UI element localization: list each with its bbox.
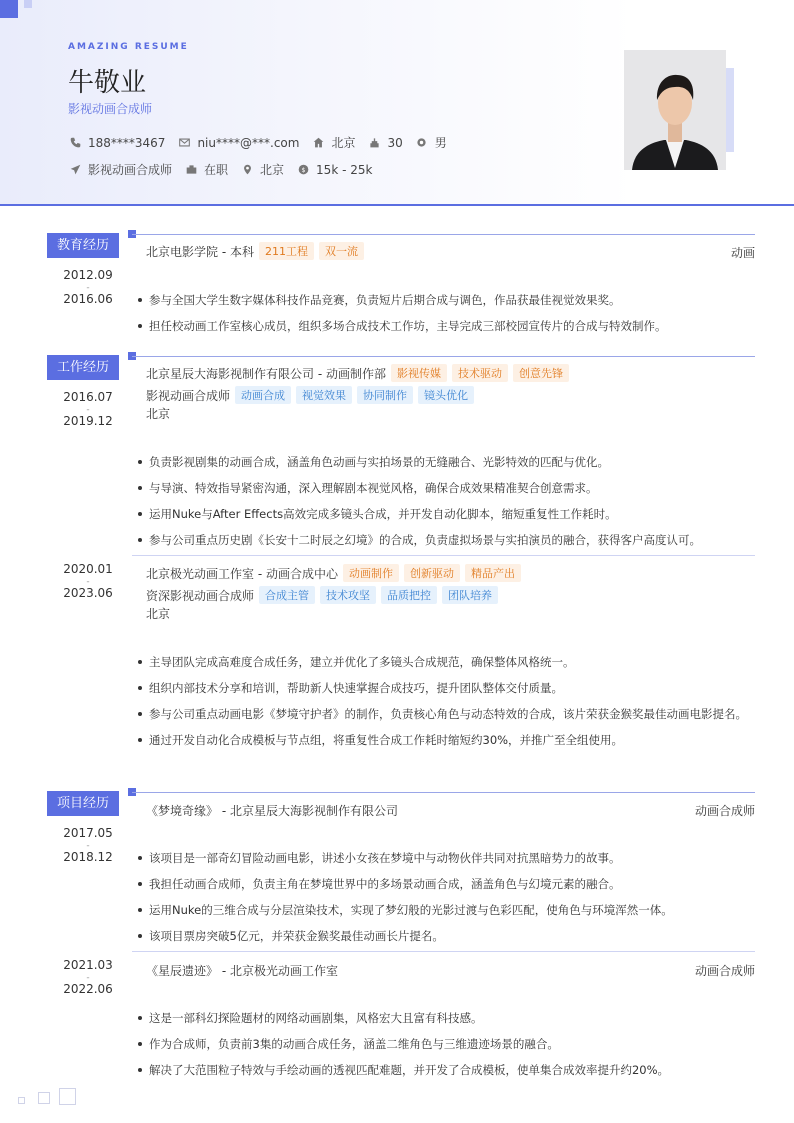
- edu-end-date: 2016.06: [63, 292, 113, 306]
- target-city-text: 北京: [260, 163, 285, 177]
- role-tag: 视觉效果: [296, 386, 352, 404]
- date-separator: -: [86, 405, 90, 415]
- company-name: 北京极光动画工作室 - 动画合成中心: [146, 566, 338, 581]
- bullet-item: 主导团队完成高难度合成任务，建立并优化了多镜头合成规范，确保整体风格统一。: [136, 649, 756, 675]
- company-tag: 创意先锋: [513, 364, 569, 382]
- date-separator: -: [86, 577, 90, 587]
- eyebrow-text: AMAZING RESUME: [68, 42, 189, 52]
- company-tag: 影视传媒: [391, 364, 447, 382]
- work-bullets: [136, 649, 756, 753]
- money-icon: [296, 163, 310, 177]
- role-tag: 团队培养: [442, 586, 498, 604]
- project-title-row: [146, 962, 338, 979]
- bullet-item: 我担任动画合成师，负责主角在梦境世界中的多场景动画合成，涵盖角色与幻境元素的融合。: [136, 871, 756, 897]
- work-city: 北京: [146, 607, 171, 621]
- work-end-date: 2019.12: [63, 414, 113, 428]
- company-tag: 创新驱动: [404, 564, 460, 582]
- work-company-row: [146, 564, 521, 582]
- company-name: 北京星辰大海影视制作有限公司 - 动画制作部: [146, 366, 386, 381]
- work-bullets: [136, 449, 756, 553]
- project-end-date: 2018.12: [63, 850, 113, 864]
- edu-bullets: [136, 287, 756, 339]
- bullet-item: 该项目是一部奇幻冒险动画电影，讲述小女孩在梦境中与动物伙伴共同对抗黑暗势力的故事。: [136, 845, 756, 871]
- work-start-date: 2020.01: [63, 562, 113, 576]
- company-tag: 精品产出: [465, 564, 521, 582]
- section-label-education: 教育经历: [47, 233, 119, 258]
- role-tag: 技术攻坚: [320, 586, 376, 604]
- phone-item: [68, 136, 165, 150]
- home-icon: [311, 136, 325, 150]
- resume-header: [0, 0, 794, 206]
- gender-text: 男: [434, 136, 447, 150]
- bullet-item: 参与公司重点动画电影《梦境守护者》的制作，负责核心角色与动态特效的合成，该片荣获金猴奖最佳动画电影提名。: [136, 701, 756, 727]
- edu-major: 动画: [730, 246, 755, 260]
- date-separator: -: [86, 283, 90, 293]
- candidate-title: 影视动画合成师: [68, 102, 153, 116]
- footer-decor-square: [38, 1092, 50, 1104]
- project-bullets: [136, 1005, 756, 1083]
- section-label-projects: 项目经历: [47, 791, 119, 816]
- work-end-date: 2023.06: [63, 586, 113, 600]
- school-tag: 211工程: [259, 242, 314, 260]
- bullet-item: 运用Nuke与After Effects高效完成多镜头合成，并开发自动化脚本，缩短重复性工作耗时。: [136, 501, 756, 527]
- bullet-item: 组织内部技术分享和培训，帮助新人快速掌握合成技巧，提升团队整体交付质量。: [136, 675, 756, 701]
- target-city-item: [240, 161, 284, 178]
- cake-icon: [367, 136, 381, 150]
- project-title: 《梦境奇缘》 - 北京星辰大海影视制作有限公司: [146, 804, 398, 818]
- svg-text:$: $: [301, 166, 306, 174]
- company-tag: 动画制作: [343, 564, 399, 582]
- mail-icon: [177, 136, 191, 150]
- section-divider: [132, 356, 755, 357]
- location-text: 北京: [331, 136, 356, 150]
- location-item: [311, 134, 355, 151]
- gender-icon: [415, 136, 429, 150]
- work-role-row: [146, 386, 474, 404]
- salary-item: [296, 163, 372, 177]
- age-item: [367, 136, 402, 150]
- role-tag: 协同制作: [357, 386, 413, 404]
- age-text: 30: [387, 135, 403, 150]
- target-job-text: 影视动画合成师: [88, 163, 173, 177]
- phone-icon: [68, 136, 82, 150]
- briefcase-icon: [184, 163, 198, 177]
- project-bullets: [136, 845, 756, 949]
- footer-decor-square: [18, 1097, 25, 1104]
- work-company-row: [146, 364, 569, 382]
- bullet-item: 该项目票房突破5亿元，并荣获金猴奖最佳动画长片提名。: [136, 923, 756, 949]
- bullet-item: 通过开发自动化合成模板与节点组，将重复性合成工作耗时缩短约30%，并推广至全组使用。: [136, 727, 756, 753]
- decor-square: [0, 0, 18, 18]
- bullet-item: 与导演、特效指导紧密沟通，深入理解剧本视觉风格，确保合成效果精准契合创意需求。: [136, 475, 756, 501]
- role-name: 资深影视动画合成师: [146, 588, 255, 603]
- school-tag: 双一流: [319, 242, 364, 260]
- bullet-item: 作为合成师，负责前3集的动画合成任务，涵盖二维角色与三维遗迹场景的融合。: [136, 1031, 756, 1057]
- role-name: 影视动画合成师: [146, 388, 231, 403]
- bullet-item: 这是一部科幻探险题材的网络动画剧集，风格宏大且富有科技感。: [136, 1005, 756, 1031]
- decor-square-small: [24, 0, 32, 8]
- candidate-name: 牛敬业: [68, 68, 147, 98]
- project-start-date: 2021.03: [63, 958, 113, 972]
- footer-decor-square: [59, 1088, 76, 1105]
- gender-item: [415, 134, 447, 151]
- project-title: 《星辰遗迹》 - 北京极光动画工作室: [146, 964, 338, 978]
- role-tag: 动画合成: [235, 386, 291, 404]
- role-tag: 品质把控: [381, 586, 437, 604]
- send-icon: [68, 163, 82, 177]
- profile-photo: [624, 50, 726, 170]
- bullet-item: 参与全国大学生数字媒体科技作品竞赛，负责短片后期合成与调色，作品获最佳视觉效果奖。: [136, 287, 756, 313]
- status-text: 在职: [204, 163, 229, 177]
- project-role: 动画合成师: [694, 964, 755, 978]
- email-text: niu****@***.com: [197, 135, 300, 150]
- target-job-item: [68, 161, 172, 178]
- section-divider: [132, 792, 755, 793]
- bullet-item: 负责影视剧集的动画合成，涵盖角色动画与实拍场景的无缝融合、光影特效的匹配与优化。: [136, 449, 756, 475]
- date-separator: -: [86, 841, 90, 851]
- bullet-item: 参与公司重点历史剧《长安十二时辰之幻境》的合成，负责虚拟场景与实拍演员的融合，获得客户高度认可。: [136, 527, 756, 553]
- bullet-item: 运用Nuke的三维合成与分层渲染技术，实现了梦幻般的光影过渡与色彩匹配，使角色与环境浑然一体。: [136, 897, 756, 923]
- section-label-work: 工作经历: [47, 355, 119, 380]
- project-start-date: 2017.05: [63, 826, 113, 840]
- work-start-date: 2016.07: [63, 390, 113, 404]
- role-tag: 镜头优化: [418, 386, 474, 404]
- entry-divider: [132, 951, 755, 952]
- map-pin-icon: [240, 163, 254, 177]
- phone-text: 188****3467: [88, 135, 166, 150]
- bullet-item: 担任校动画工作室核心成员，组织多场合成技术工作坊，主导完成三部校园宣传片的合成与特效制作。: [136, 313, 756, 339]
- project-role: 动画合成师: [694, 804, 755, 818]
- company-tag: 技术驱动: [452, 364, 508, 382]
- salary-text: 15k - 25k: [316, 162, 373, 177]
- email-item: [177, 136, 299, 150]
- work-city: 北京: [146, 407, 171, 421]
- contact-row: [68, 134, 459, 151]
- work-role-row: [146, 586, 498, 604]
- bullet-item: 解决了大范围粒子特效与手绘动画的透视匹配难题，并开发了合成模板，使单集合成效率提升约20%。: [136, 1057, 756, 1083]
- school-name: 北京电影学院 - 本科: [146, 244, 254, 259]
- job-intent-row: [68, 161, 384, 178]
- section-divider: [132, 234, 755, 235]
- project-title-row: [146, 802, 398, 819]
- project-end-date: 2022.06: [63, 982, 113, 996]
- role-tag: 合成主管: [259, 586, 315, 604]
- entry-divider: [132, 555, 755, 556]
- edu-start-date: 2012.09: [63, 268, 113, 282]
- status-item: [184, 161, 228, 178]
- edu-school-row: [146, 242, 364, 260]
- date-separator: -: [86, 973, 90, 983]
